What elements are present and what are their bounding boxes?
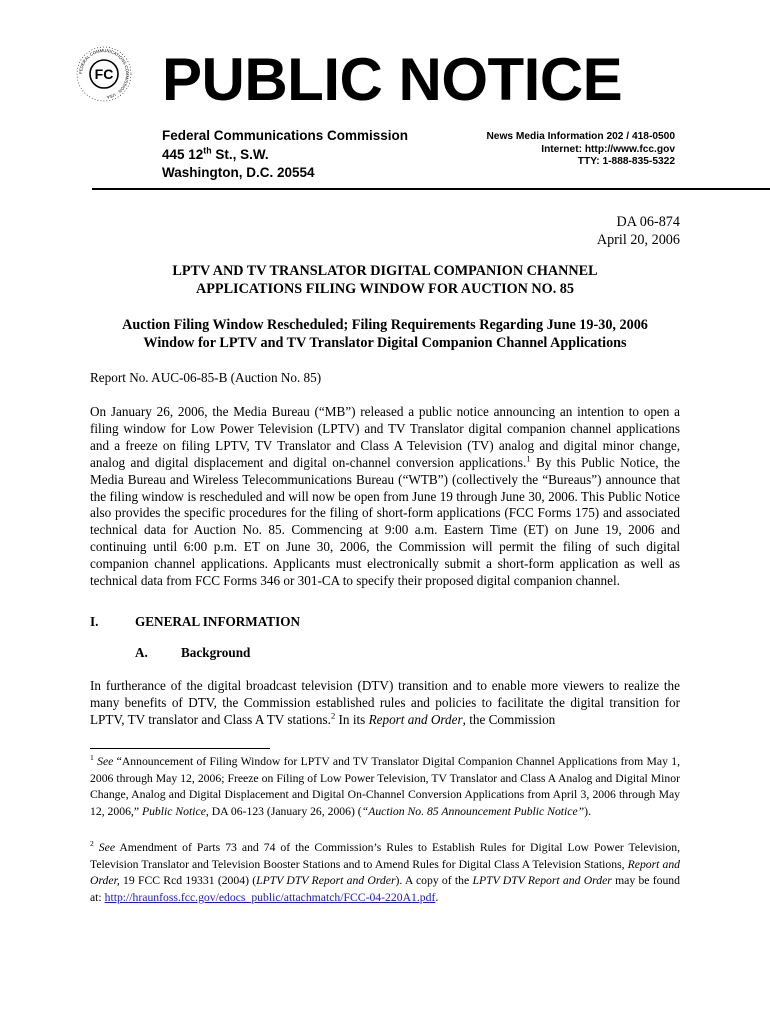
document-id-block	[597, 213, 680, 249]
footnote-1: $^1$ See “Announcement of Filing Window for LPTV and TV Translator Digital Companion Channel Applications from May 1, 2006 through May 12, 2006; Freeze on Filing of Low Power Television, TV Translator and Class A Analog and Digital Minor Change, Analog and Digital Displacement and Digital On-Channel Conversion Applications from April 3, 2006 through May 12, 2006,” Public Notice, DA 06-123 (January 26, 2006) (“Auction No. 85 Announcement Public Notice”).	[90, 753, 681, 818]
seal-ring-text: FEDERAL COMMUNICATIONS COMMISSION · USA ·	[77, 47, 131, 101]
page-title: PUBLIC NOTICE	[162, 46, 623, 113]
news-media-info: News Media Information 202 / 418-0500	[486, 131, 675, 142]
agency-city: Washington, D.C. 20554	[162, 165, 315, 180]
footnote-divider	[90, 748, 270, 749]
da-number: DA 06-874	[616, 214, 680, 230]
agency-name: Federal Communications Commission	[162, 128, 409, 143]
background-paragraph: In furtherance of the digital broadcast television (DTV) transition and to enable more viewers to realize the many benefits of DTV, the Commission established rules and policies to facilitate the digital transition for LPTV, TV translator and Class A TV stations.$^2$ In its Report and Order, the Commission	[90, 678, 680, 727]
internet-info: Internet: http://www.fcc.gov	[541, 143, 675, 155]
footnote-2: $^2$ See Amendment of Parts 73 and 74 of the Commission’s Rules to Establish Rules for Digital Low Power Television, Television Translator and Television Booster Stations and to Amend Rules for Digital Class A Television Stations, Report and Order, 19 FCC Rcd 19331 (2004) (LPTV DTV Report and Order). A copy of the LPTV DTV Report and Order may be found at: http://hraunfoss.fcc.gov/edocs_public/attachmatch/FCC-04-220A1.pdf.	[90, 839, 681, 904]
document-subheading: Auction Filing Window Rescheduled; Filing Requirements Regarding June 19-30, 2006 Window for LPTV and TV Translator Digital Companion Channel Applications	[122, 317, 648, 351]
footnote-ref-2[interactable]: 2	[330, 710, 336, 721]
subsection-heading-background: A. Background	[135, 645, 251, 660]
seal-letters: FC	[94, 66, 114, 82]
intro-paragraph: On January 26, 2006, the Media Bureau (“MB”) released a public notice announcing an intention to open a filing window for Low Power Television (LPTV) and TV Translator digital companion channel applications and a freeze on filing LPTV, TV Translator and Class A Television (TV) analog and digital minor change, analog and digital displacement and digital on-channel conversion applications.$^1$ By this Public Notice, the Media Bureau and Wireless Telecommunications Bureau (“WTB”) (collectively the “Bureaus”) announce that the filing window is rescheduled and will now be open from June 19 through June 30, 2006. This Public Notice also provides the specific procedures for the filing of short-form applications (FCC Forms 175) and associated technical data for Auction No. 85. Commencing at 9:00 a.m. Eastern Time (ET) on June 19, 2006 and continuing until 6:00 p.m. ET on June 30, 2006, the Commission will permit the filing of such digital companion channel applications. Applicants must electronically submit a short-form application as well as technical data from FCC Forms 346 or 301-CA to specify their proposed digital companion channel.	[90, 404, 680, 589]
fcc-document-link[interactable]: http://hraunfoss.fcc.gov/edocs_public/attachmatch/FCC-04-220A1.pdf	[104, 890, 436, 904]
contact-info	[486, 131, 675, 169]
section-heading-general-information: I. GENERAL INFORMATION	[90, 614, 300, 629]
document-heading: LPTV AND TV TRANSLATOR DIGITAL COMPANION CHANNEL APPLICATIONS FILING WINDOW FOR AUCTION NO. 85	[172, 263, 598, 297]
tty-info: TTY: 1-888-835-5322	[577, 156, 675, 167]
header-divider	[92, 188, 770, 190]
fcc-seal-logo	[76, 46, 132, 102]
footnote-ref-1[interactable]: 1	[526, 453, 531, 464]
report-number: Report No. AUC-06-85-B (Auction No. 85)	[90, 370, 322, 385]
agency-street: 445 12th St., S.W.	[162, 145, 269, 162]
agency-address	[162, 127, 408, 183]
document-date: April 20, 2006	[596, 232, 680, 248]
